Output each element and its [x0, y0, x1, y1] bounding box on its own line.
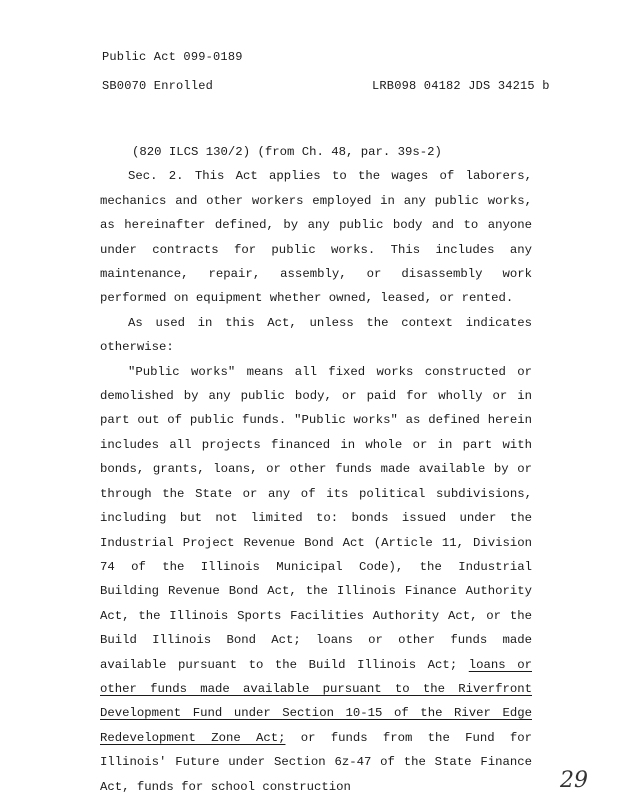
section-2-paragraph: Sec. 2. This Act applies to the wages of laborers, mechanics and other workers employed in any public works, as hereinafter defined, by any public body and to anyone under contracts for public works. This includes any maintenance, repair, assembly, or disassembly work performed on equipment whether owned, leased, or rented.: [100, 169, 532, 306]
public-works-text-part2: or funds from the Fund for Illinois' Future under Section 6z-47 of the State Finance Act, funds for school construction: [100, 730, 532, 794]
definitions-intro: As used in this Act, unless the context indicates otherwise:: [100, 315, 532, 355]
public-works-text-part1: "Public works" means all fixed works constructed or demolished by any public body, or paid for wholly or in part out of public funds. "Public works" as defined herein includes all projects financed in whole or in part with bonds, grants, loans, or other funds made available by or through the State or any of its political subdivisions, including but not limited to: bonds issued under the Industrial Project Revenue Bond Act (Article 11, Division 74 of the Illinois Municipal Code), the Industrial Building Revenue Bond Act, the Illinois Finance Authority Act, the Illinois Sports Facilities Authority Act, or the Build Illinois Bond Act; loans or other funds made available pursuant to the Build Illinois Act;: [100, 364, 532, 672]
statute-citation: (820 ILCS 130/2) (from Ch. 48, par. 39s-2): [132, 145, 442, 159]
handwritten-page-number: 29: [560, 768, 588, 793]
bill-number: SB0070 Enrolled: [102, 79, 214, 93]
statute-text: [100, 140, 532, 799]
lrb-number: LRB098 04182 JDS 34215 b: [372, 79, 550, 93]
public-works-definition: [100, 360, 532, 799]
public-act-number: Public Act 099-0189: [102, 50, 243, 64]
inserted-underlined-text: loans or other funds made available pursuant to the Riverfront Development Fund under Section 10-15 of the River Edge Redevelopment Zone Act;: [100, 657, 532, 745]
